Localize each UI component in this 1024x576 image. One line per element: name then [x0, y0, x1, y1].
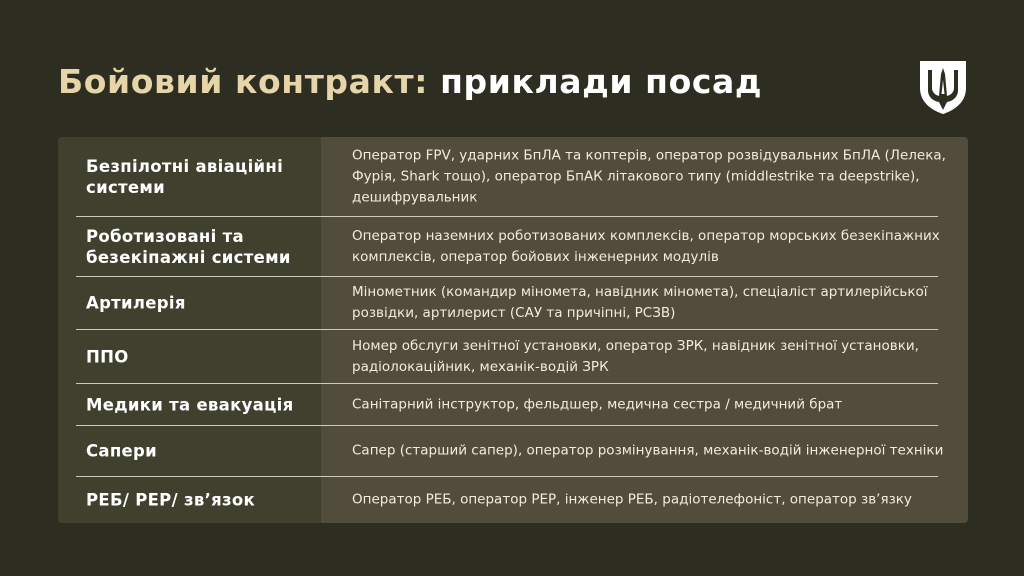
table-row-sappers — [58, 426, 968, 476]
title-rest: приклади посад — [440, 62, 763, 101]
page-title — [58, 62, 762, 102]
table-row-air-defense — [58, 330, 968, 383]
positions-cell: Оператор FPV, ударних БпЛА та коптерів, оператор розвідувальних БпЛА (Лелека, Фурія, Shark тощо), оператор БпАК літакового типу (middlestrike та deepstrike), дешифрувальник — [352, 147, 946, 205]
category-cell: Роботизовані та безекіпажні системи — [86, 226, 291, 267]
positions-table — [58, 137, 968, 523]
table-row-robotic — [58, 217, 968, 276]
category-cell: ППО — [86, 347, 129, 366]
category-cell: Сапери — [86, 441, 158, 461]
category-cell: РЕБ/ РЕР/ зв’язок — [86, 490, 256, 510]
positions-cell: Номер обслуги зенітної установки, оператор ЗРК, навідник зенітної установки, радіолокаційник, механік-водій ЗРК — [352, 337, 919, 375]
positions-cell: Оператор РЕБ, оператор РЕР, інженер РЕБ, радіотелефоніст, оператор зв’язку — [352, 491, 912, 508]
category-cell: Артилерія — [86, 293, 186, 313]
table-row-ew-comms — [58, 477, 968, 523]
table-row-uav — [58, 137, 968, 216]
trident-shield-icon — [917, 58, 969, 116]
positions-cell: Оператор наземних роботизованих комплексів, оператор морських безекіпажних комплексів, оператор бойових інженерних модулів — [352, 227, 940, 265]
title-highlight: Бойовий контракт: — [58, 62, 429, 101]
category-cell: Медики та евакуація — [86, 395, 294, 414]
table-row-artillery — [58, 277, 968, 329]
table-row-medics — [58, 384, 968, 425]
category-cell: Безпілотні авіаційні системи — [86, 156, 284, 197]
positions-cell: Сапер (старший сапер), оператор розмінування, механік-водій інженерної техніки — [352, 442, 944, 459]
positions-cell: Санітарний інструктор, фельдшер, медична сестра / медичний брат — [352, 396, 843, 412]
positions-cell: Мінометник (командир міномета, навідник міномета), спеціаліст артилерійської розвідки, артилерист (САУ та причіпні, РСЗВ) — [352, 284, 928, 321]
